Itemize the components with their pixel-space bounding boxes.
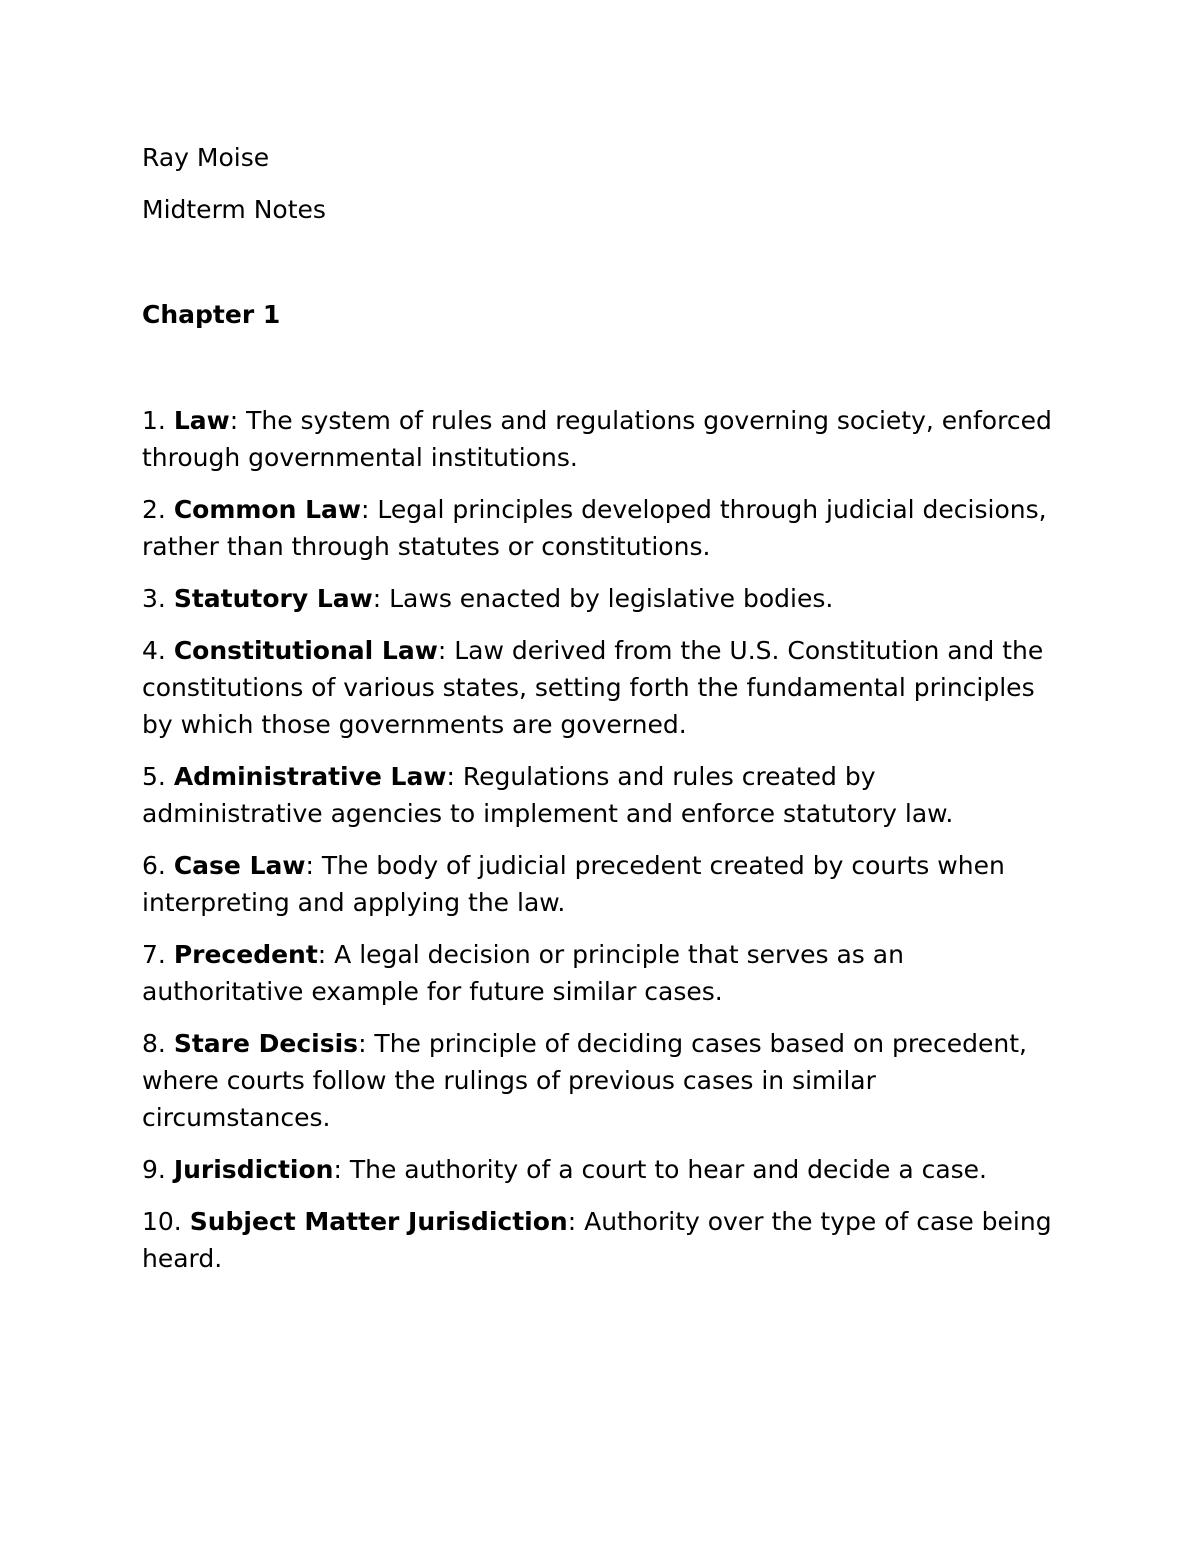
term-number: 2. xyxy=(142,495,166,524)
term-name: Statutory Law xyxy=(173,584,373,613)
document-title: Midterm Notes xyxy=(142,195,326,224)
term-name: Law xyxy=(173,406,230,435)
term-list xyxy=(142,402,1062,1277)
term-name: Constitutional Law xyxy=(173,636,438,665)
term-item xyxy=(142,936,1062,1010)
term-definition: : Law derived from the U.S. Constitution and the constitutions of various states, setting forth the fundamental principles by which those governments are governed. xyxy=(142,636,1044,739)
term-number: 10. xyxy=(142,1207,182,1236)
term-item xyxy=(142,632,1062,743)
term-item xyxy=(142,1203,1062,1277)
term-number: 3. xyxy=(142,584,166,613)
term-item xyxy=(142,758,1062,832)
term-definition: : The system of rules and regulations governing society, enforced through governmental institutions. xyxy=(142,406,1052,472)
term-definition: : Legal principles developed through judicial decisions, rather than through statutes or constitutions. xyxy=(142,495,1047,561)
term-number: 6. xyxy=(142,851,166,880)
term-item xyxy=(142,1025,1062,1136)
term-name: Jurisdiction xyxy=(173,1155,334,1184)
term-name: Precedent xyxy=(173,940,318,969)
term-name: Administrative Law xyxy=(173,762,447,791)
term-name: Stare Decisis xyxy=(173,1029,359,1058)
chapter-heading: Chapter 1 xyxy=(142,300,281,329)
term-definition: : Laws enacted by legislative bodies. xyxy=(372,584,834,613)
term-definition: : A legal decision or principle that serves as an authoritative example for future similar cases. xyxy=(142,940,904,1006)
term-number: 5. xyxy=(142,762,166,791)
term-number: 4. xyxy=(142,636,166,665)
term-item xyxy=(142,491,1062,565)
term-definition: : Regulations and rules created by administrative agencies to implement and enforce statutory law. xyxy=(142,762,954,828)
term-name: Subject Matter Jurisdiction xyxy=(189,1207,568,1236)
term-number: 9. xyxy=(142,1155,166,1184)
term-item xyxy=(142,847,1062,921)
term-item xyxy=(142,1151,1062,1188)
term-definition: : The authority of a court to hear and decide a case. xyxy=(333,1155,987,1184)
document-body xyxy=(142,139,1062,1292)
term-name: Common Law xyxy=(173,495,362,524)
term-name: Case Law xyxy=(173,851,306,880)
term-definition: : The body of judicial precedent created by courts when interpreting and applying the law. xyxy=(142,851,1005,917)
author-name: Ray Moise xyxy=(142,143,270,172)
term-definition: : Authority over the type of case being heard. xyxy=(142,1207,1052,1273)
term-definition: : The principle of deciding cases based on precedent, where courts follow the rulings of previous cases in similar circumstances. xyxy=(142,1029,1027,1132)
term-item xyxy=(142,580,1062,617)
term-number: 1. xyxy=(142,406,166,435)
term-item xyxy=(142,402,1062,476)
term-number: 7. xyxy=(142,940,166,969)
term-number: 8. xyxy=(142,1029,166,1058)
